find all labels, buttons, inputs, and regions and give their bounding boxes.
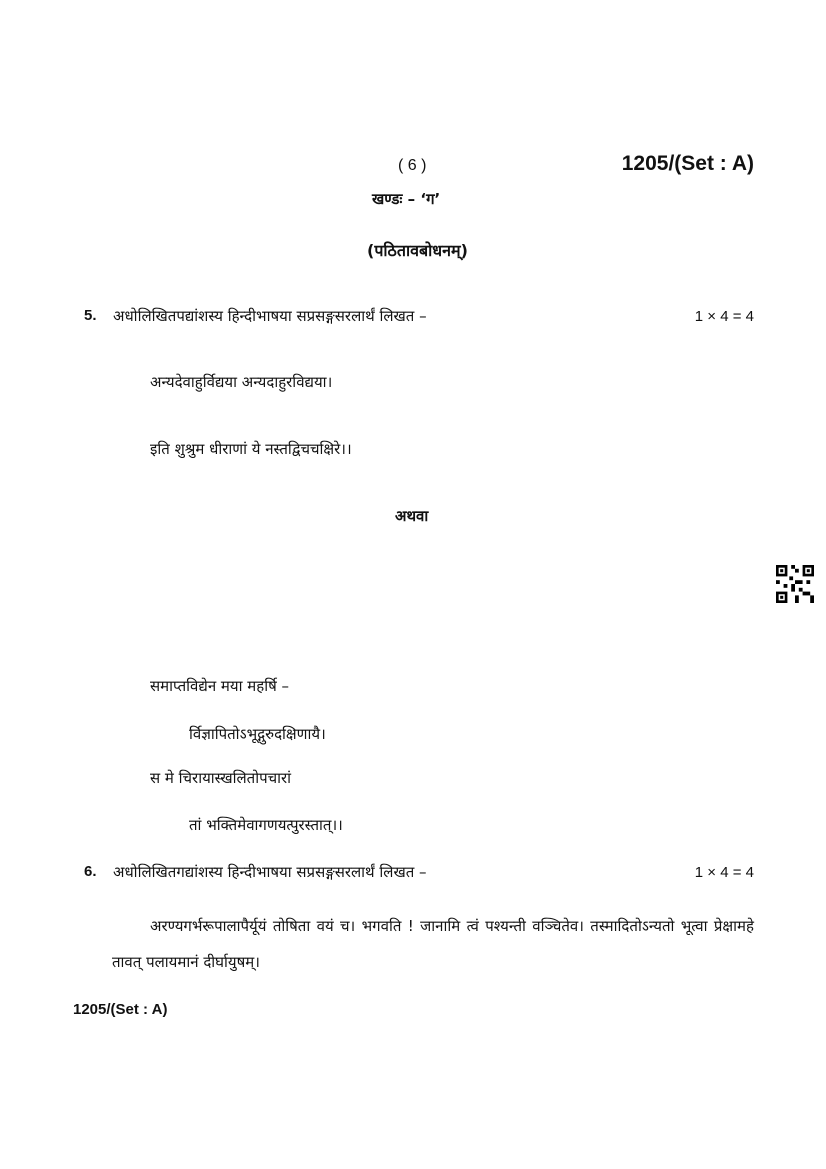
verse-b-line-1: समाप्तविद्येन मया महर्षि – — [150, 677, 290, 695]
section-title: खण्डः – ‘ग’ — [372, 190, 441, 208]
qr-code — [775, 565, 815, 603]
question-5-number: 5. — [84, 307, 97, 324]
verse-a-line-1: अन्यदेवाहुर्विद्यया अन्यदाहुरविद्यया। — [150, 373, 333, 391]
question-6-passage: अरण्यगर्भरूपालापैर्यूयं तोषिता वयं च। भगवति ! जानामि त्वं पश्यन्ती वञ्चितेव। तस्मादितोऽन्यतो भूत्वा प्रेक्षामहे तावत् पलायमानं दीर्घायुषम्। — [112, 917, 754, 971]
question-5-instruction: अधोलिखितपद्यांशस्य हिन्दीभाषया सप्रसङ्गसरलार्थं लिखत – — [113, 307, 427, 325]
verse-b-line-2: र्विज्ञापितोऽभूद्गुरुदक्षिणायै। — [189, 725, 326, 743]
question-6-number: 6. — [84, 863, 97, 880]
section-subtitle: (पठितावबोधनम्) — [367, 241, 468, 260]
verse-a-line-2: इति शुश्रुम धीराणां ये नस्तद्विचचक्षिरे।। — [150, 440, 352, 458]
question-6-marks: 1 × 4 = 4 — [694, 864, 754, 881]
set-code-header: 1205/(Set : A) — [621, 152, 754, 175]
question-6-instruction: अधोलिखितगद्यांशस्य हिन्दीभाषया सप्रसङ्गसरलार्थं लिखत – — [113, 863, 427, 881]
question-5-marks: 1 × 4 = 4 — [694, 308, 754, 325]
set-code-footer: 1205/(Set : A) — [73, 1001, 168, 1018]
verse-b-line-4: तां भक्तिमेवागणयत्पुरस्तात्।। — [189, 816, 343, 834]
or-label: अथवा — [395, 507, 429, 525]
page-number: ( 6 ) — [398, 157, 427, 174]
verse-b-line-3: स मे चिरायास्खलितोपचारां — [150, 769, 292, 787]
